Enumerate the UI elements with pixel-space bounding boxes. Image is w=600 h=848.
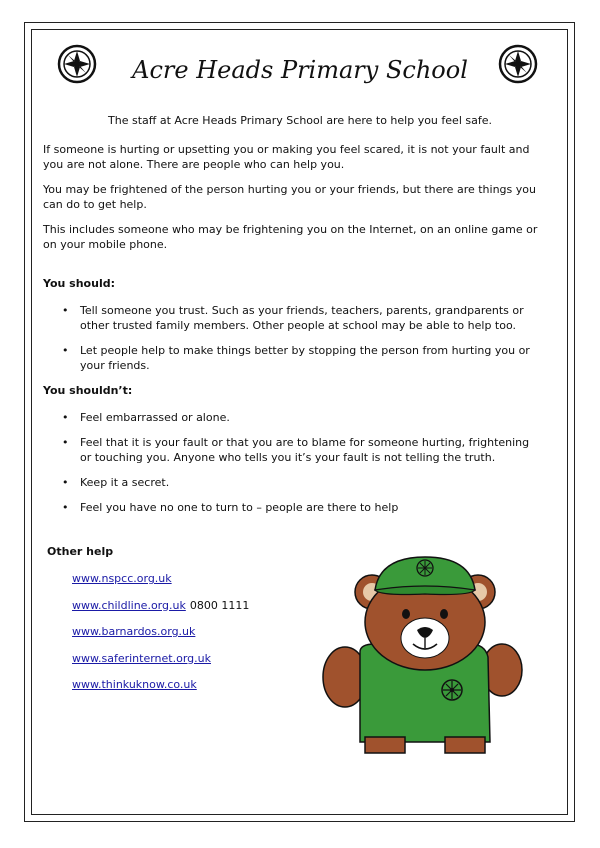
you-should-heading: You should: [43,277,115,290]
bear-left-eye [402,609,410,619]
shirt-wheel-emblem-icon [442,680,462,700]
nspcc-link[interactable]: www.nspcc.org.uk [72,572,172,585]
list-item: • Feel you have no one to turn to – people are there to help [58,500,538,515]
teddy-bear-illustration [320,552,530,757]
you-shouldnt-list [58,410,538,515]
bear-left-leg [365,737,405,753]
paragraph-internet: This includes someone who may be frightening you on the Internet, on an online game or on your mobile phone. [43,223,538,251]
list-item: • Feel that it is your fault or that you are to blame for someone hurting, frightening or touching you. Anyone who tells you it’s your fault is not telling the truth. [58,435,538,465]
other-help-heading: Other help [47,545,114,558]
help-links [72,572,249,705]
link-row [72,599,249,626]
barnardos-link[interactable]: www.barnardos.org.uk [72,625,196,638]
cap-wheel-emblem-icon [417,560,433,576]
you-shouldnt-heading: You shouldn’t: [43,384,133,397]
paragraph-not-your-fault: If someone is hurting or upsetting you or making you feel scared, it is not your fault and you are not alone. There are people who can help you. [43,143,530,171]
link-row [72,572,249,599]
childline-link[interactable]: www.childline.org.uk [72,598,186,612]
bear-right-eye [440,609,448,619]
list-item: • Feel embarrassed or alone. [58,410,538,425]
list-item: • Let people help to make things better by stopping the person from hurting you or your friends. [58,343,538,373]
wheel-emblem-icon [57,44,97,84]
school-title: Acre Heads Primary School [132,56,468,84]
intro-text: The staff at Acre Heads Primary School are here to help you feel safe. [108,114,492,127]
link-row [72,678,249,705]
list-item: • Keep it a secret. [58,475,538,490]
saferinternet-link[interactable]: www.saferinternet.org.uk [72,651,211,665]
list-item: • Tell someone you trust. Such as your friends, teachers, parents, grandparents or other trusted family members. Other people at school may be able to help too. [58,303,538,333]
link-row [72,625,249,652]
you-should-list [58,303,538,373]
link-row [72,652,249,679]
wheel-emblem-icon [498,44,538,84]
bear-right-leg [445,737,485,753]
thinkuknow-link[interactable]: www.thinkuknow.co.uk [72,678,197,691]
paragraph-get-help: You may be frightened of the person hurting you or your friends, but there are things you can do to get help. [43,183,536,211]
childline-phone: 0800 1111 [189,598,250,612]
